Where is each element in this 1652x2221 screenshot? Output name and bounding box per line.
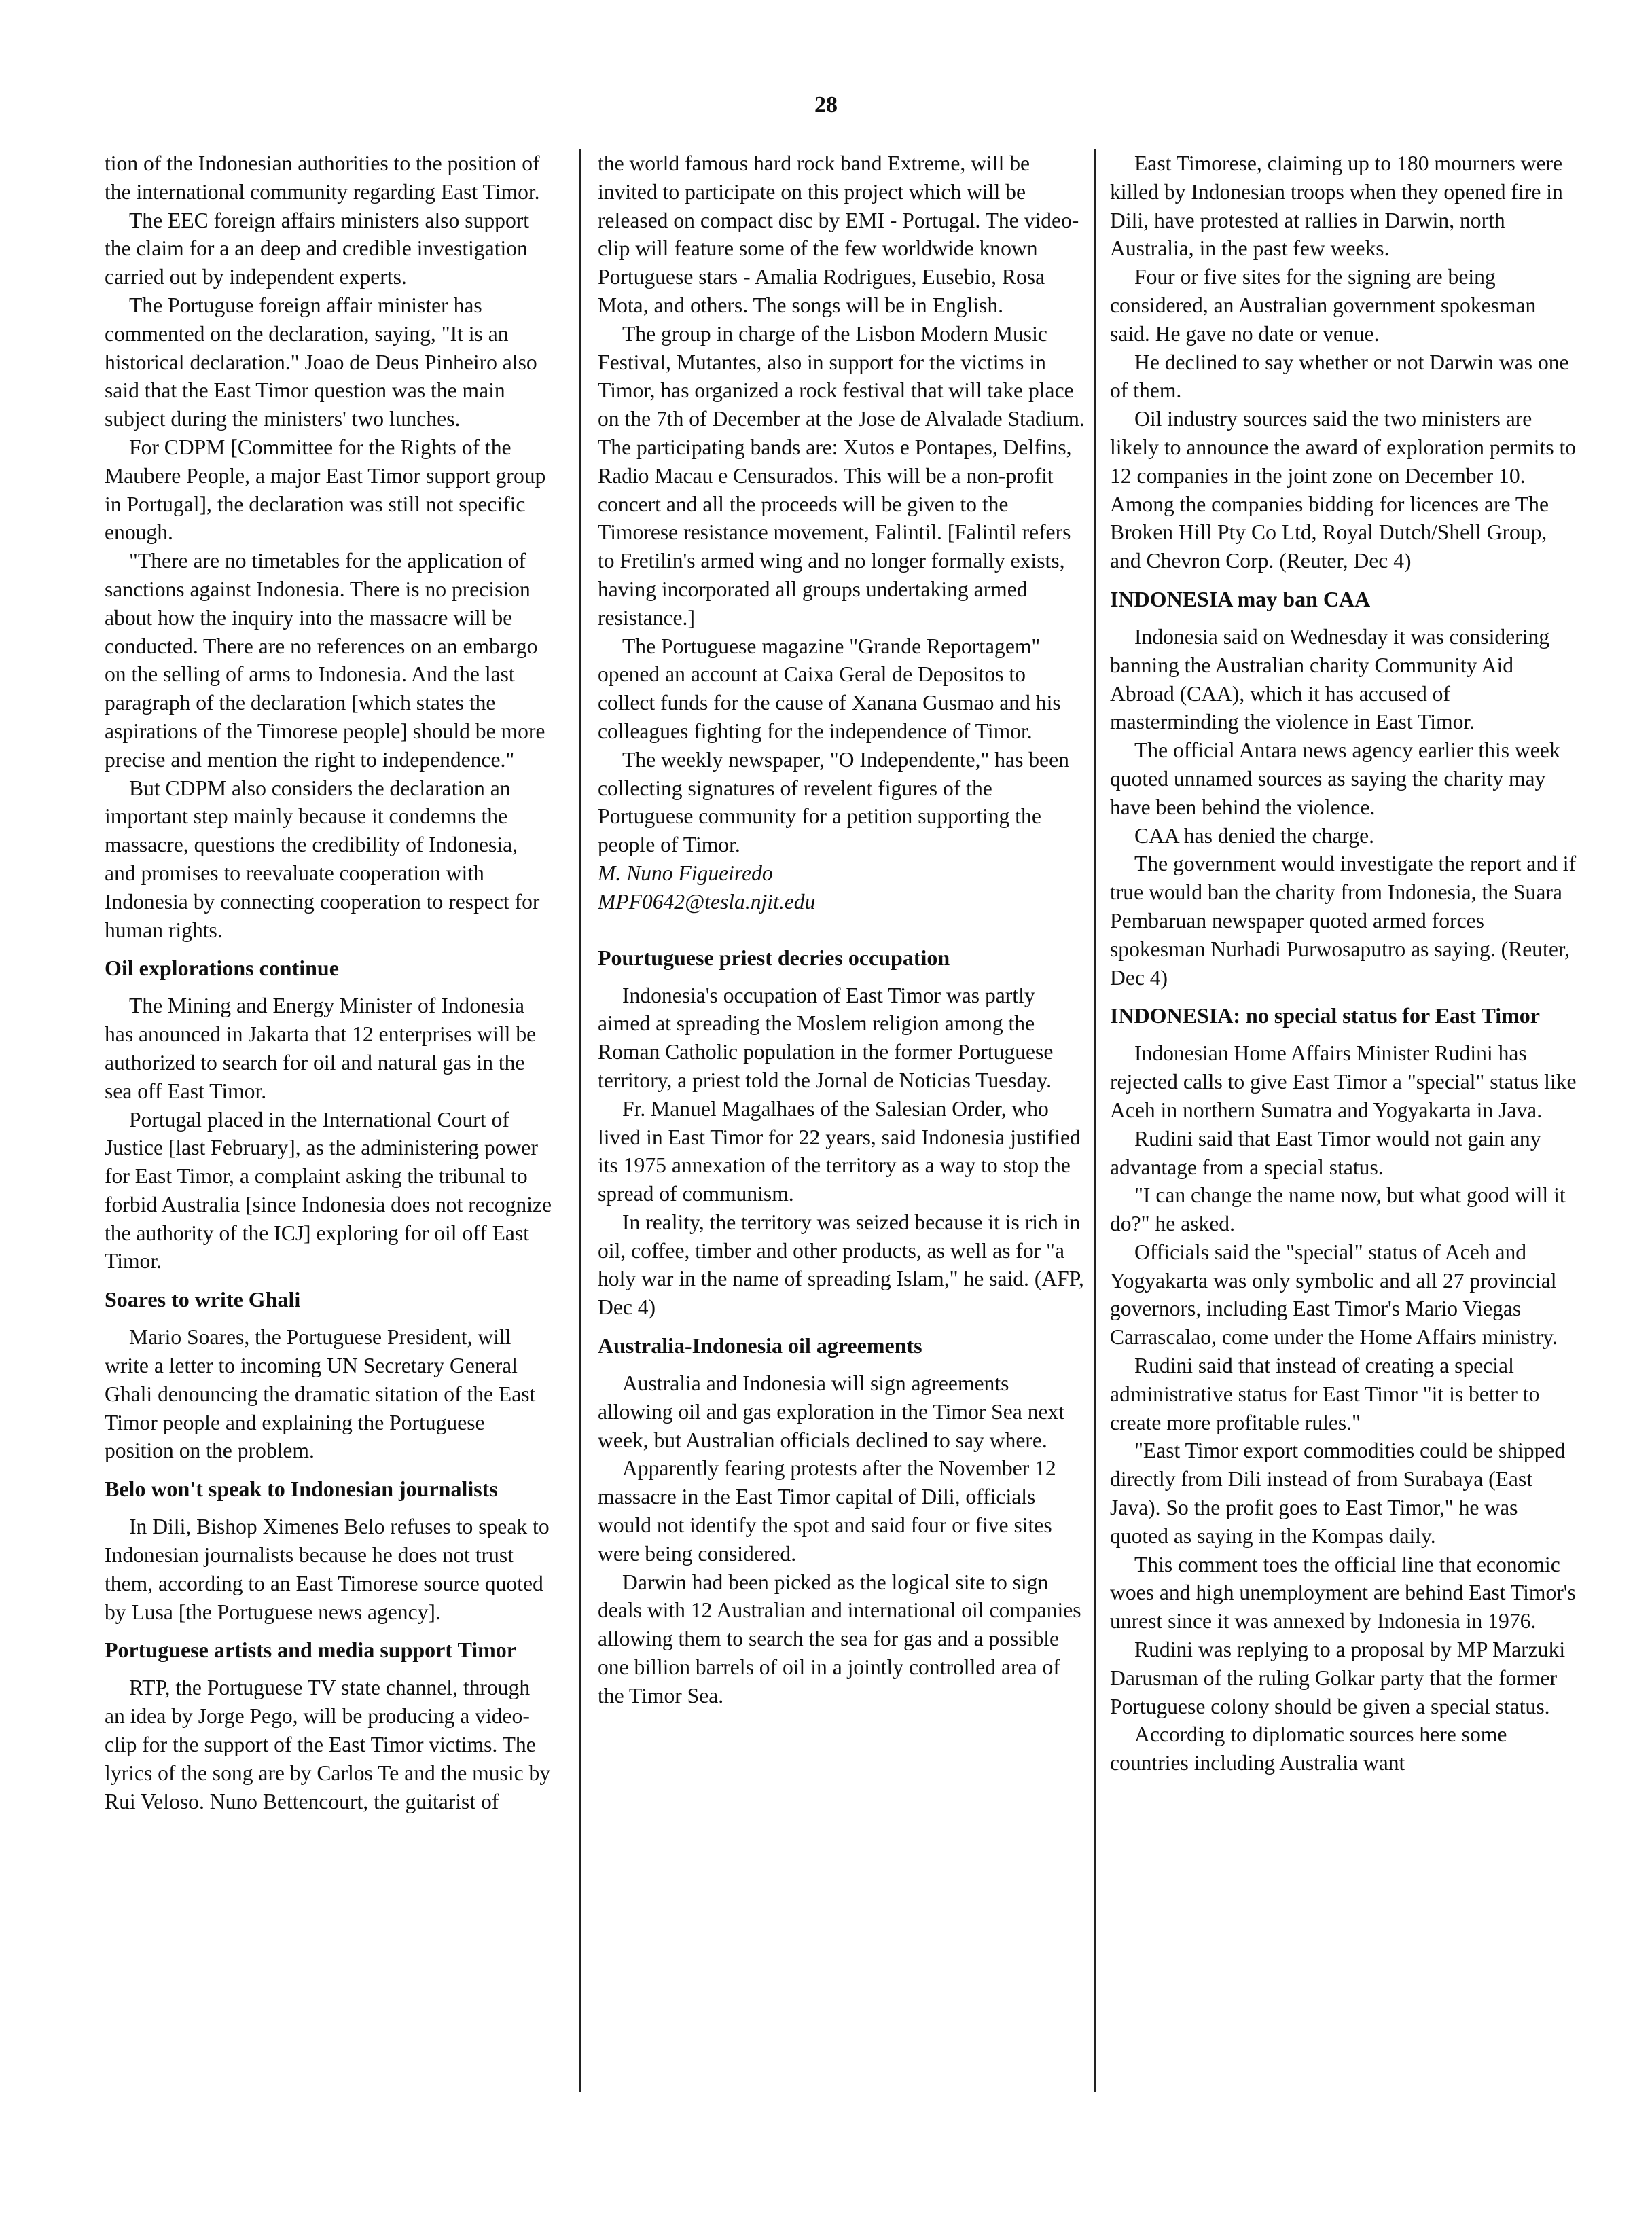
headline-oil-explorations: Oil explorations continue — [105, 956, 339, 981]
paragraph: the world famous hard rock band Extreme, will be invited to participate on this project which will be released on compact disc by EMI - Portugal. The video-clip will feature some of the few worldwide known Portuguese stars - Amalia Rodrigues, Eusebio, Rosa Mota, and others. The songs will be in English. — [598, 151, 1079, 317]
paragraph: "There are no timetables for the application of sanctions against Indonesia. There is no precision about how the inquiry into the massacre will be conducted. There are no references on an embargo on the selling of arms to Indonesia. And the last paragraph of the declaration [which states the aspirations of the Timorese people] should be more precise and mention the right to independence." — [105, 549, 545, 772]
paragraph: But CDPM also considers the declaration an important step mainly because it condemns the massacre, questions the credibility of Indonesia, and promises to reevaluate cooperation with Indonesia by connecting cooperation to respect for human rights. — [105, 776, 540, 942]
paragraph: Darwin had been picked as the logical site to sign deals with 12 Australian and international oil companies allowing them to search the sea for gas and a possible one billion barrels of oil in a jointly controlled area of the Timor Sea. — [598, 1570, 1081, 1708]
paragraph: The weekly newspaper, "O Independente," has been collecting signatures of revelent figures of the Portuguese community for a petition supporting the people of Timor. — [598, 747, 1069, 857]
paragraph: Rudini said that East Timor would not gain any advantage from a special status. — [1110, 1126, 1541, 1179]
paragraph: Indonesian Home Affairs Minister Rudini has rejected calls to give East Timor a "special" status like Aceh in northern Sumatra and Yogyakarta in Java. — [1110, 1041, 1577, 1122]
column-left — [105, 149, 553, 2092]
paragraph: Rudini was replying to a proposal by MP Marzuki Darusman of the ruling Golkar party that the former Portuguese colony should be given a special status. — [1110, 1638, 1566, 1718]
paragraph: The Portuguese magazine "Grande Reportagem" opened an account at Caixa Geral de Depositos to collect funds for the cause of Xanana Gusmao and his colleagues fighting for the independence of Timor. — [598, 634, 1061, 743]
paragraph: Mario Soares, the Portuguese President, will write a letter to incoming UN Secretary General Ghali denouncing the dramatic sitation of the East Timor people and explaining the Portuguese position on the problem. — [105, 1325, 536, 1463]
paragraph: tion of the Indonesian authorities to the position of the international community regarding East Timor. — [105, 151, 540, 204]
paragraph: Australia and Indonesia will sign agreements allowing oil and gas exploration in the Timor Sea next week, but Australian officials declined to say where. — [598, 1371, 1065, 1452]
paragraph: The government would investigate the report and if true would ban the charity from Indonesia, the Suara Pembaruan newspaper quoted armed forces spokesman Nurhadi Purwosaputro as saying. (Reuter, Dec 4) — [1110, 852, 1577, 990]
headline-special-status: INDONESIA: no special status for East Timor — [1110, 1003, 1540, 1028]
signature-block — [598, 859, 1087, 916]
paragraph: East Timorese, claiming up to 180 mourners were killed by Indonesian troops when they opened fire in Dili, have protested at rallies in Darwin, north Australia, in the past few weeks. — [1110, 151, 1563, 261]
headline-priest: Pourtuguese priest decries occupation — [598, 945, 950, 970]
paragraph: The group in charge of the Lisbon Modern Music Festival, Mutantes, also in support for the victims in Timor, has organized a rock festival that will take place on the 7th of December at the Jose de Alvalade Stadium. The participating bands are: Xutos e Pontapes, Delfins, Radio Macau e Censurados. This will be a non-profit concert and all the proceeds will be given to the Timorese resistance movement, Falintil. [Falintil refers to Fretilin's armed wing and no longer formally exists, having incorporated all groups undertaking armed resistance.] — [598, 321, 1085, 630]
page-number: 28 — [814, 92, 838, 118]
paragraph: The Portuguse foreign affair minister has commented on the declaration, saying, "It is an historical declaration." Joao de Deus Pinheiro also said that the East Timor question was the main subject during the ministers' two lunches. — [105, 293, 537, 431]
paragraph: Apparently fearing protests after the November 12 massacre in the East Timor capital of Dili, officials would not identify the spot and said four or five sites were being considered. — [598, 1456, 1056, 1566]
paragraph: In Dili, Bishop Ximenes Belo refuses to speak to Indonesian journalists because he does not trust them, according to an East Timorese source quoted by Lusa [the Portuguese news agency]. — [105, 1515, 550, 1624]
headline-caa: INDONESIA may ban CAA — [1110, 586, 1371, 611]
paragraph: Fr. Manuel Magalhaes of the Salesian Order, who lived in East Timor for 22 years, said Indonesia justified its 1975 annexation of the territory as a way to stop the spread of communism. — [598, 1096, 1081, 1206]
paragraph: "East Timor export commodities could be shipped directly from Dili instead of from Surabaya (East Java). So the profit goes to East Timor," he was quoted as saying in the Kompas daily. — [1110, 1439, 1566, 1548]
paragraph: CAA has denied the charge. — [1134, 823, 1374, 848]
author-name: M. Nuno Figueiredo — [598, 861, 773, 885]
paragraph: The official Antara news agency earlier this week quoted unnamed sources as saying the charity may have been behind the violence. — [1110, 738, 1560, 819]
headline-soares: Soares to write Ghali — [105, 1287, 301, 1312]
headline-artists-media: Portuguese artists and media support Timor — [105, 1638, 516, 1663]
headline-oil-agreements: Australia-Indonesia oil agreements — [598, 1333, 922, 1358]
paragraph: In reality, the territory was seized because it is rich in oil, coffee, timber and other products, as well as for "a holy war in the name of spreading Islam," he said. (AFP, Dec 4) — [598, 1210, 1084, 1320]
headline-belo: Belo won't speak to Indonesian journalists — [105, 1477, 498, 1502]
paragraph: Indonesia said on Wednesday it was considering banning the Australian charity Community Aid Abroad (CAA), which it has accused of masterminding the violence in East Timor. — [1110, 624, 1550, 734]
paragraph: Officials said the "special" status of Aceh and Yogyakarta was only symbolic and all 27 provincial governors, including East Timor's Mario Viegas Carrascalao, come under the Home Affairs ministry. — [1110, 1240, 1558, 1350]
paragraph: Rudini said that instead of creating a special administrative status for East Timor "it is better to create more profitable rules." — [1110, 1354, 1540, 1434]
column-middle — [598, 149, 1087, 2092]
paragraph: Portugal placed in the International Court of Justice [last February], as the administering power for East Timor, a complaint asking the tribunal to forbid Australia [since Indonesia does not recognize the authority of the ICJ] exploring for oil off East Timor. — [105, 1107, 552, 1274]
paragraph: For CDPM [Committee for the Rights of the Maubere People, a major East Timor support group in Portugal], the declaration was still not specific enough. — [105, 435, 546, 545]
paragraph: He declined to say whether or not Darwin was one of them. — [1110, 350, 1569, 403]
paragraph: "I can change the name now, but what good will it do?" he asked. — [1110, 1183, 1566, 1236]
column-right — [1110, 149, 1579, 2092]
paragraph: Oil industry sources said the two ministers are likely to announce the award of exploration permits to 12 companies in the joint zone on December 10. Among the companies bidding for licences are The Broken Hill Pty Co Ltd, Royal Dutch/Shell Group, and Chevron Corp. (Reuter, Dec 4) — [1110, 407, 1577, 573]
paragraph: Indonesia's occupation of East Timor was partly aimed at spreading the Moslem religion among the Roman Catholic population in the former Portuguese territory, a priest told the Jornal de Noticias Tuesday. — [598, 983, 1054, 1092]
column-divider — [1094, 149, 1096, 2092]
author-email: MPF0642@tesla.njit.edu — [598, 889, 816, 914]
paragraph: The Mining and Energy Minister of Indonesia has anounced in Jakarta that 12 enterprises will be authorized to search for oil and natural gas in the sea off East Timor. — [105, 994, 537, 1103]
paragraph: According to diplomatic sources here some countries including Australia want — [1110, 1722, 1507, 1775]
column-divider — [579, 149, 581, 2092]
paragraph: Four or five sites for the signing are being considered, an Australian government spokesman said. He gave no date or venue. — [1110, 265, 1537, 346]
paragraph: This comment toes the official line that economic woes and high unemployment are behind East Timor's unrest since it was annexed by Indonesia in 1976. — [1110, 1552, 1576, 1633]
paragraph: RTP, the Portuguese TV state channel, through an idea by Jorge Pego, will be producing a video-clip for the support of the East Timor victims. The lyrics of the song are by Carlos Te and the music by Rui Veloso. Nuno Bettencourt, the guitarist of — [105, 1676, 551, 1813]
paragraph: The EEC foreign affairs ministers also support the claim for a an deep and credible investigation carried out by independent experts. — [105, 208, 530, 289]
